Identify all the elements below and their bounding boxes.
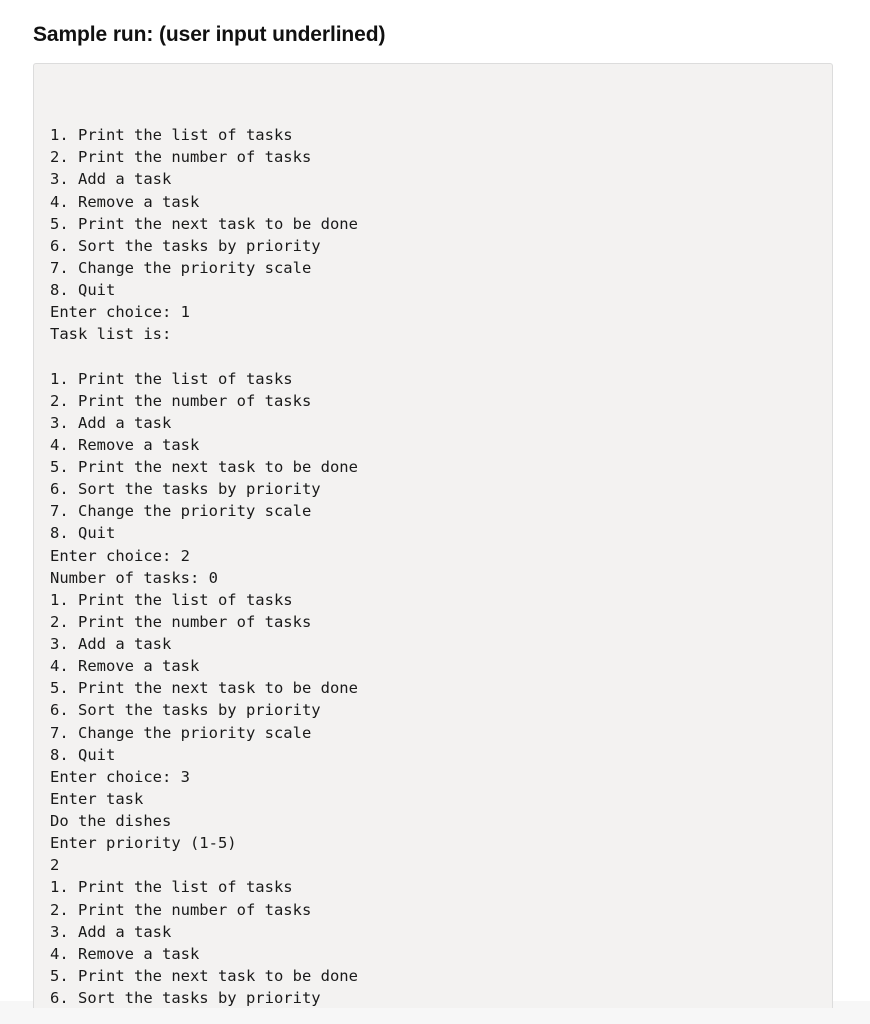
console-line: 8. Quit [50,745,116,764]
console-line: 4. Remove a task [50,435,200,454]
console-line: 2 [50,856,60,875]
console-line: Enter priority (1-5) [50,834,237,853]
console-line: 1. Print the list of tasks [50,369,293,388]
console-line: 5. Print the next task to be done [50,214,358,233]
sample-run-console [33,63,833,1008]
console-line: 1. Print the list of tasks [50,878,293,897]
console-line: 3. Add a task [50,922,172,941]
console-line: Enter choice: 1 [50,303,190,322]
console-line: Enter choice: 3 [50,767,190,786]
console-line: 4. Remove a task [50,192,200,211]
console-output [50,102,358,1008]
console-line: 6. Sort the tasks by priority [50,236,321,255]
console-line: 2. Print the number of tasks [50,900,312,919]
console-line: 5. Print the next task to be done [50,679,358,698]
console-line: Enter choice: 2 [50,546,190,565]
console-line: 4. Remove a task [50,657,200,676]
console-line: Do the dishes [50,812,172,830]
console-line: 3. Add a task [50,413,172,432]
console-line: 6. Sort the tasks by priority [50,701,321,720]
console-line: 2. Print the number of tasks [50,391,312,410]
console-line: 8. Quit [50,281,116,299]
console-line: Task list is: [50,325,172,344]
console-line: Enter task [50,789,144,808]
console-line: 5. Print the next task to be done [50,966,358,985]
console-line [50,345,358,367]
console-line: 7. Change the priority scale [50,258,312,277]
console-line: Number of tasks: 0 [50,568,218,587]
console-line: 3. Add a task [50,635,172,653]
console-line: 6. Sort the tasks by priority [50,480,321,499]
console-line: 1. Print the list of tasks [50,590,293,609]
page-heading: Sample run: (user input underlined) [33,23,386,46]
console-line: 4. Remove a task [50,944,200,963]
console-line [50,102,358,124]
console-line: 2. Print the number of tasks [50,612,312,631]
console-line: 7. Change the priority scale [50,502,312,521]
console-line: 2. Print the number of tasks [50,148,312,167]
console-line: 8. Quit [50,524,116,543]
console-line: 5. Print the next task to be done [50,458,358,476]
console-line: 3. Add a task [50,170,172,189]
console-line: 1. Print the list of tasks [50,126,293,145]
console-line: 7. Change the priority scale [50,723,312,742]
console-line: 6. Sort the tasks by priority [50,989,321,1007]
